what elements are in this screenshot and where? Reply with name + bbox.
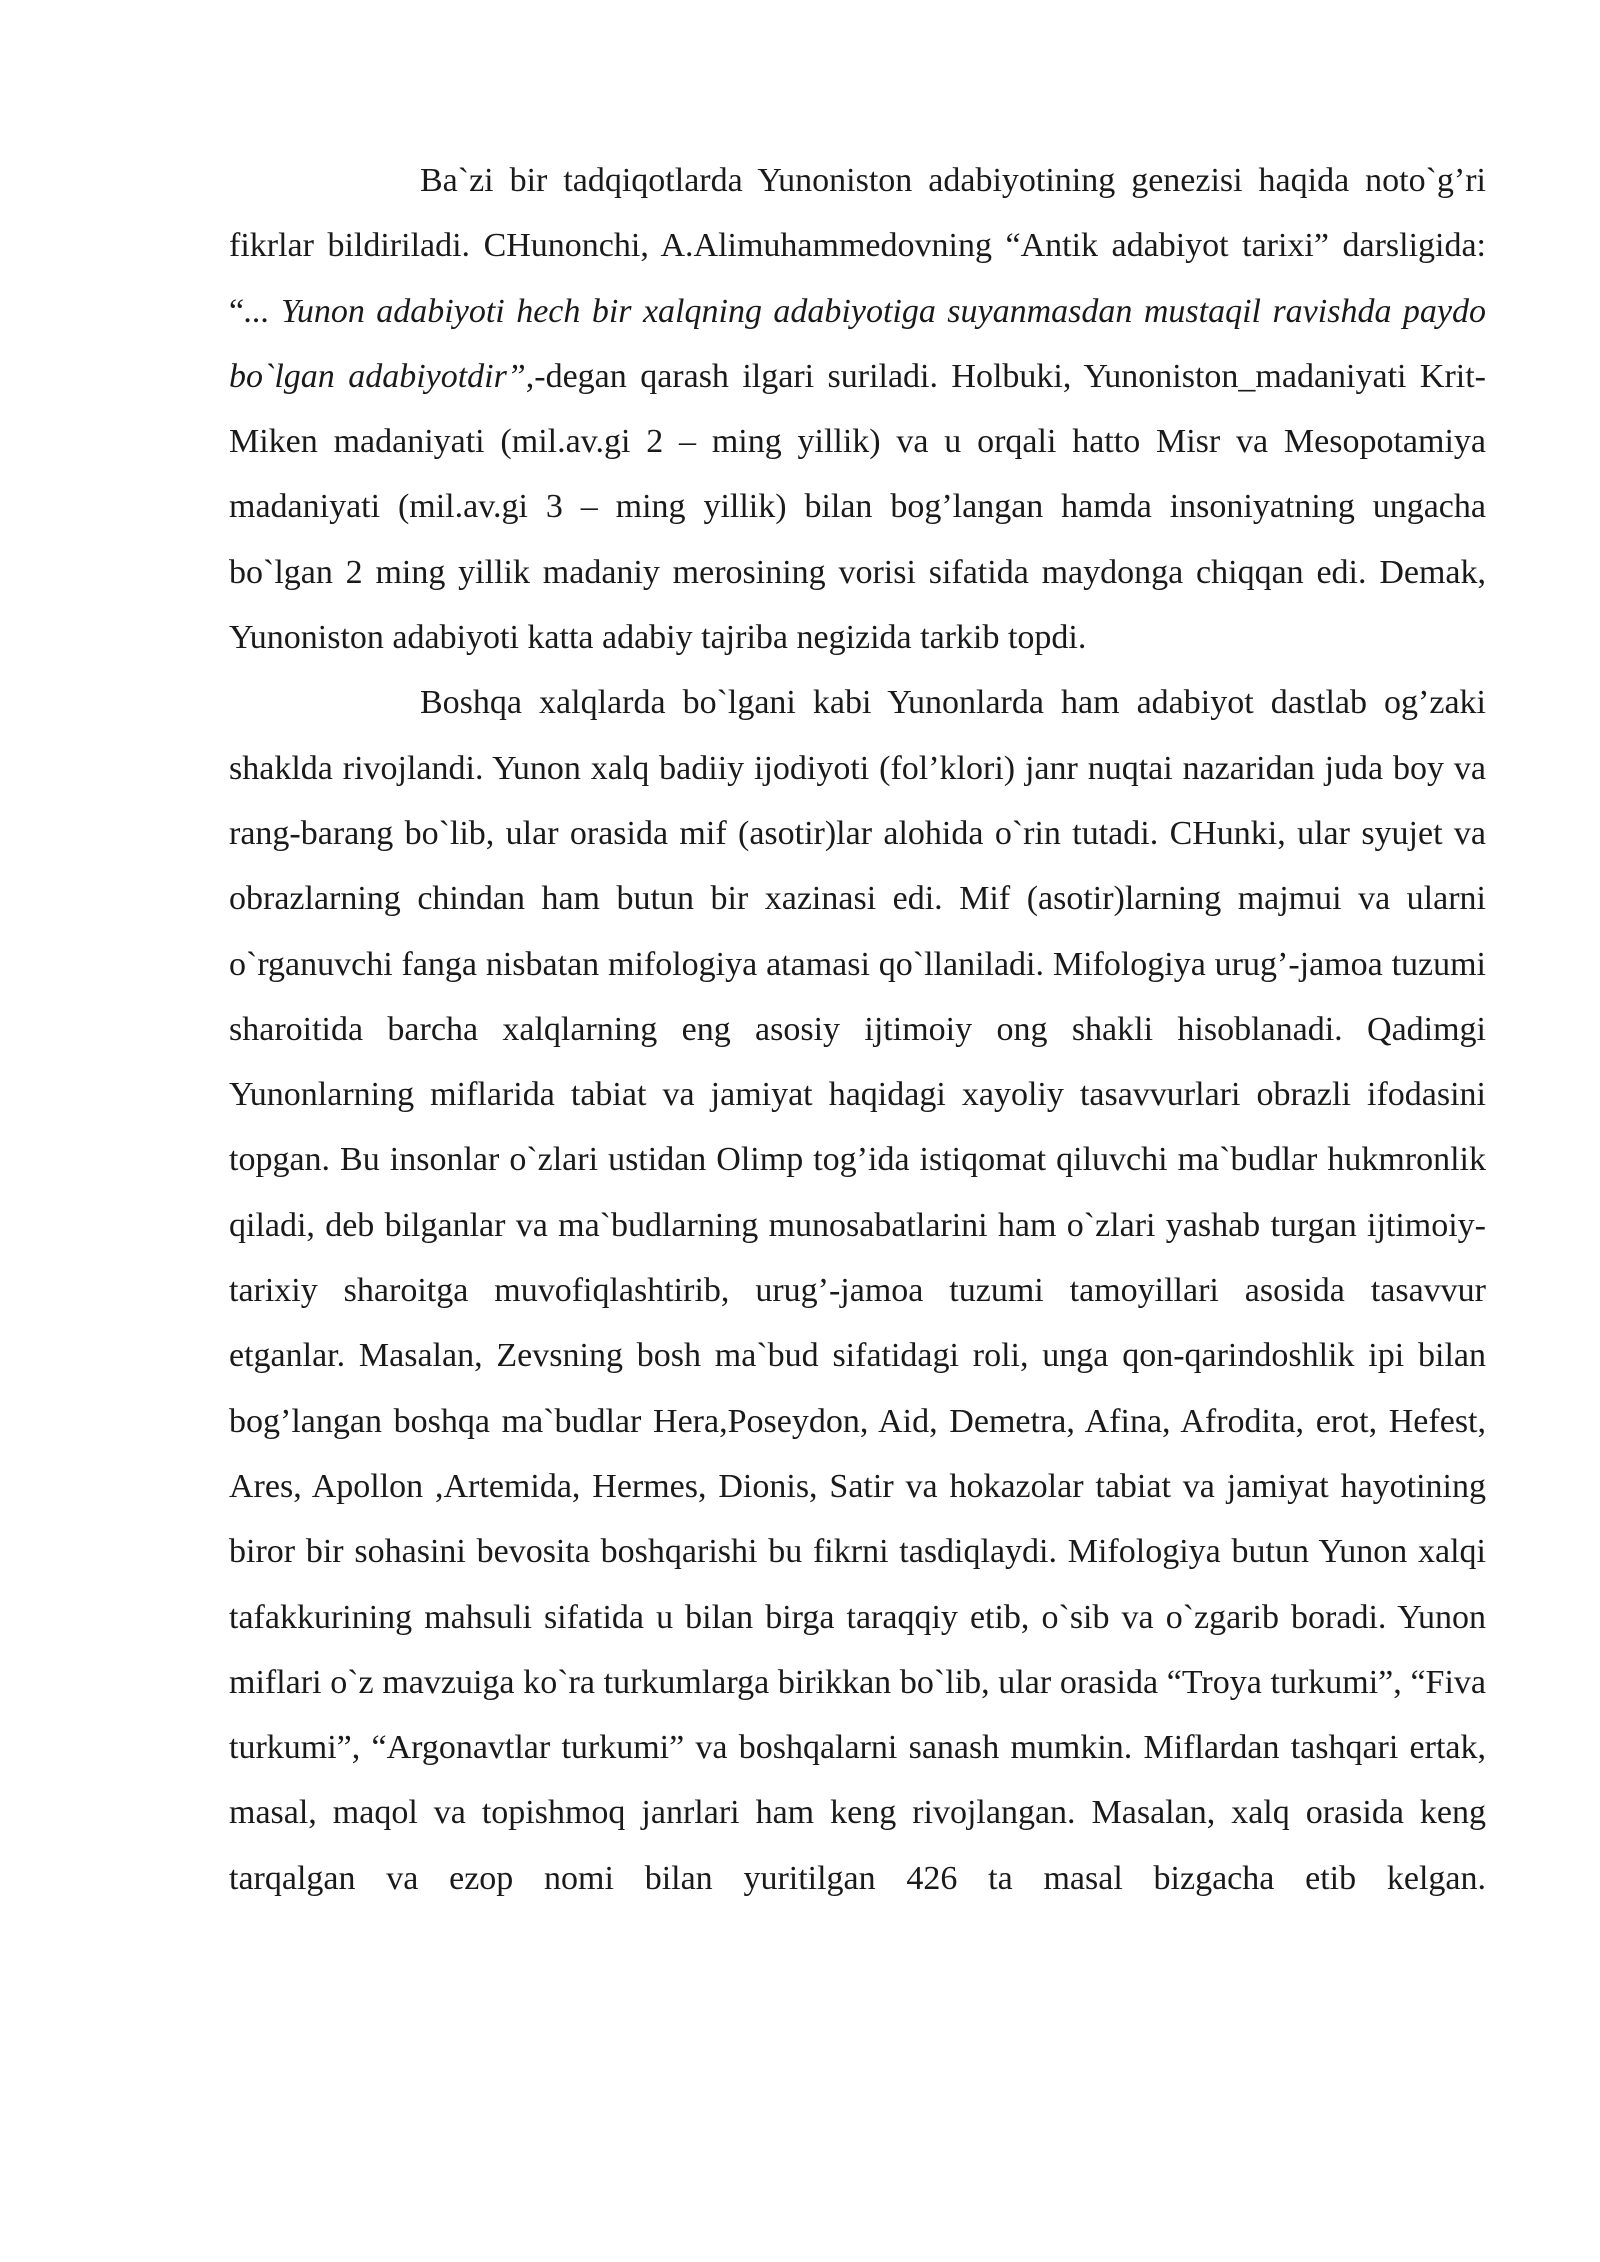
paragraph-genesis [229,148,1486,670]
paragraph-mythology: Boshqa xalqlarda bo`lgani kabi Yunonlarda ham adabiyot dastlab og’zaki shaklda rivojlandi. Yunon xalq badiiy ijodiyoti (fol’klori) janr nuqtai nazaridan juda boy va rang-barang bo`lib, ular orasida mif (asotir)lar alohida o`rin tutadi. CHunki, ular syujet va obrazlarning chindan ham butun bir xazinasi edi. Mif (asotir)larning majmui va ularni o`rganuvchi fanga nisbatan mifologiya atamasi qo`llaniladi. Mifologiya urug’-jamoa tuzumi sharoitida barcha xalqlarning eng asosiy ijtimoiy ong shakli hisoblanadi. Qadimgi Yunonlarning miflarida tabiat va jamiyat haqidagi xayoliy tasavvurlari obrazli ifodasini topgan. Bu insonlar o`zlari ustidan Olimp tog’ida istiqomat qiluvchi ma`budlar hukmronlik qiladi, deb bilganlar va ma`budlarning munosabatlarini ham o`zlari yashab turgan ijtimoiy-tarixiy sharoitga muvofiqlashtirib, urug’-jamoa tuzumi tamoyillari asosida tasavvur etganlar. Masalan, Zevsning bosh ma`bud sifatidagi roli, unga qon-qarindoshlik ipi bilan bog’langan boshqa ma`budlar Hera,Poseydon, Aid, Demetra, Afina, Afrodita, erot, Hefest, Ares, Apollon ,Artemida, Hermes, Dionis, Satir va hokazolar tabiat va jamiyat hayotining biror bir sohasini bevosita boshqarishi bu fikrni tasdiqlaydi. Mifologiya butun Yunon xalqi tafakkurining mahsuli sifatida u bilan birga taraqqiy etib, o`sib va o`zgarib boradi. Yunon miflari o`z mavzuiga ko`ra turkumlarga birikkan bo`lib, ular orasida “Troya turkumi”, “Fiva turkumi”, “Argonavtlar turkumi” va boshqalarni sanash mumkin. Miflardan tashqari ertak, masal, maqol va topishmoq janrlari ham keng rivojlangan. Masalan, xalq orasida keng tarqalgan va ezop nomi bilan yuritilgan 426 ta masal bizgacha etib kelgan. [229,684,1486,1897]
italic-quotation: ... Yunon adabiyoti hech bir xalqning adabiyotiga suyanmasdan mustaqil ravishda paydo bo`lgan adabiyotdir” [229,292,1486,395]
paragraph-genesis-rest: ,-degan qarash ilgari suriladi. Holbuki, Yunoniston_madaniyati Krit-Miken madaniyati (mil.av.gi 2 – ming yillik) va u orqali hatto Misr va Mesopotamiya madaniyati (mil.av.gi 3 – ming yillik) bilan bog’langan hamda insoniyatning ungacha bo`lgan 2 ming yillik madaniy merosining vorisi sifatida maydonga chiqqan edi. Demak, Yunoniston adabiyoti katta adabiy tajriba negizida tarkib topdi. [229,357,1487,657]
document-body [229,148,1486,1911]
paragraph-genesis-intro: Ba`zi bir tadqiqotlarda Yunoniston adabiyotining genezisi haqida noto`g’ri fikrlar bildiriladi. CHunonchi, A.Alimuhammedovning “Antik adabiyot tarixi” darsligida: “ [229,162,1486,330]
